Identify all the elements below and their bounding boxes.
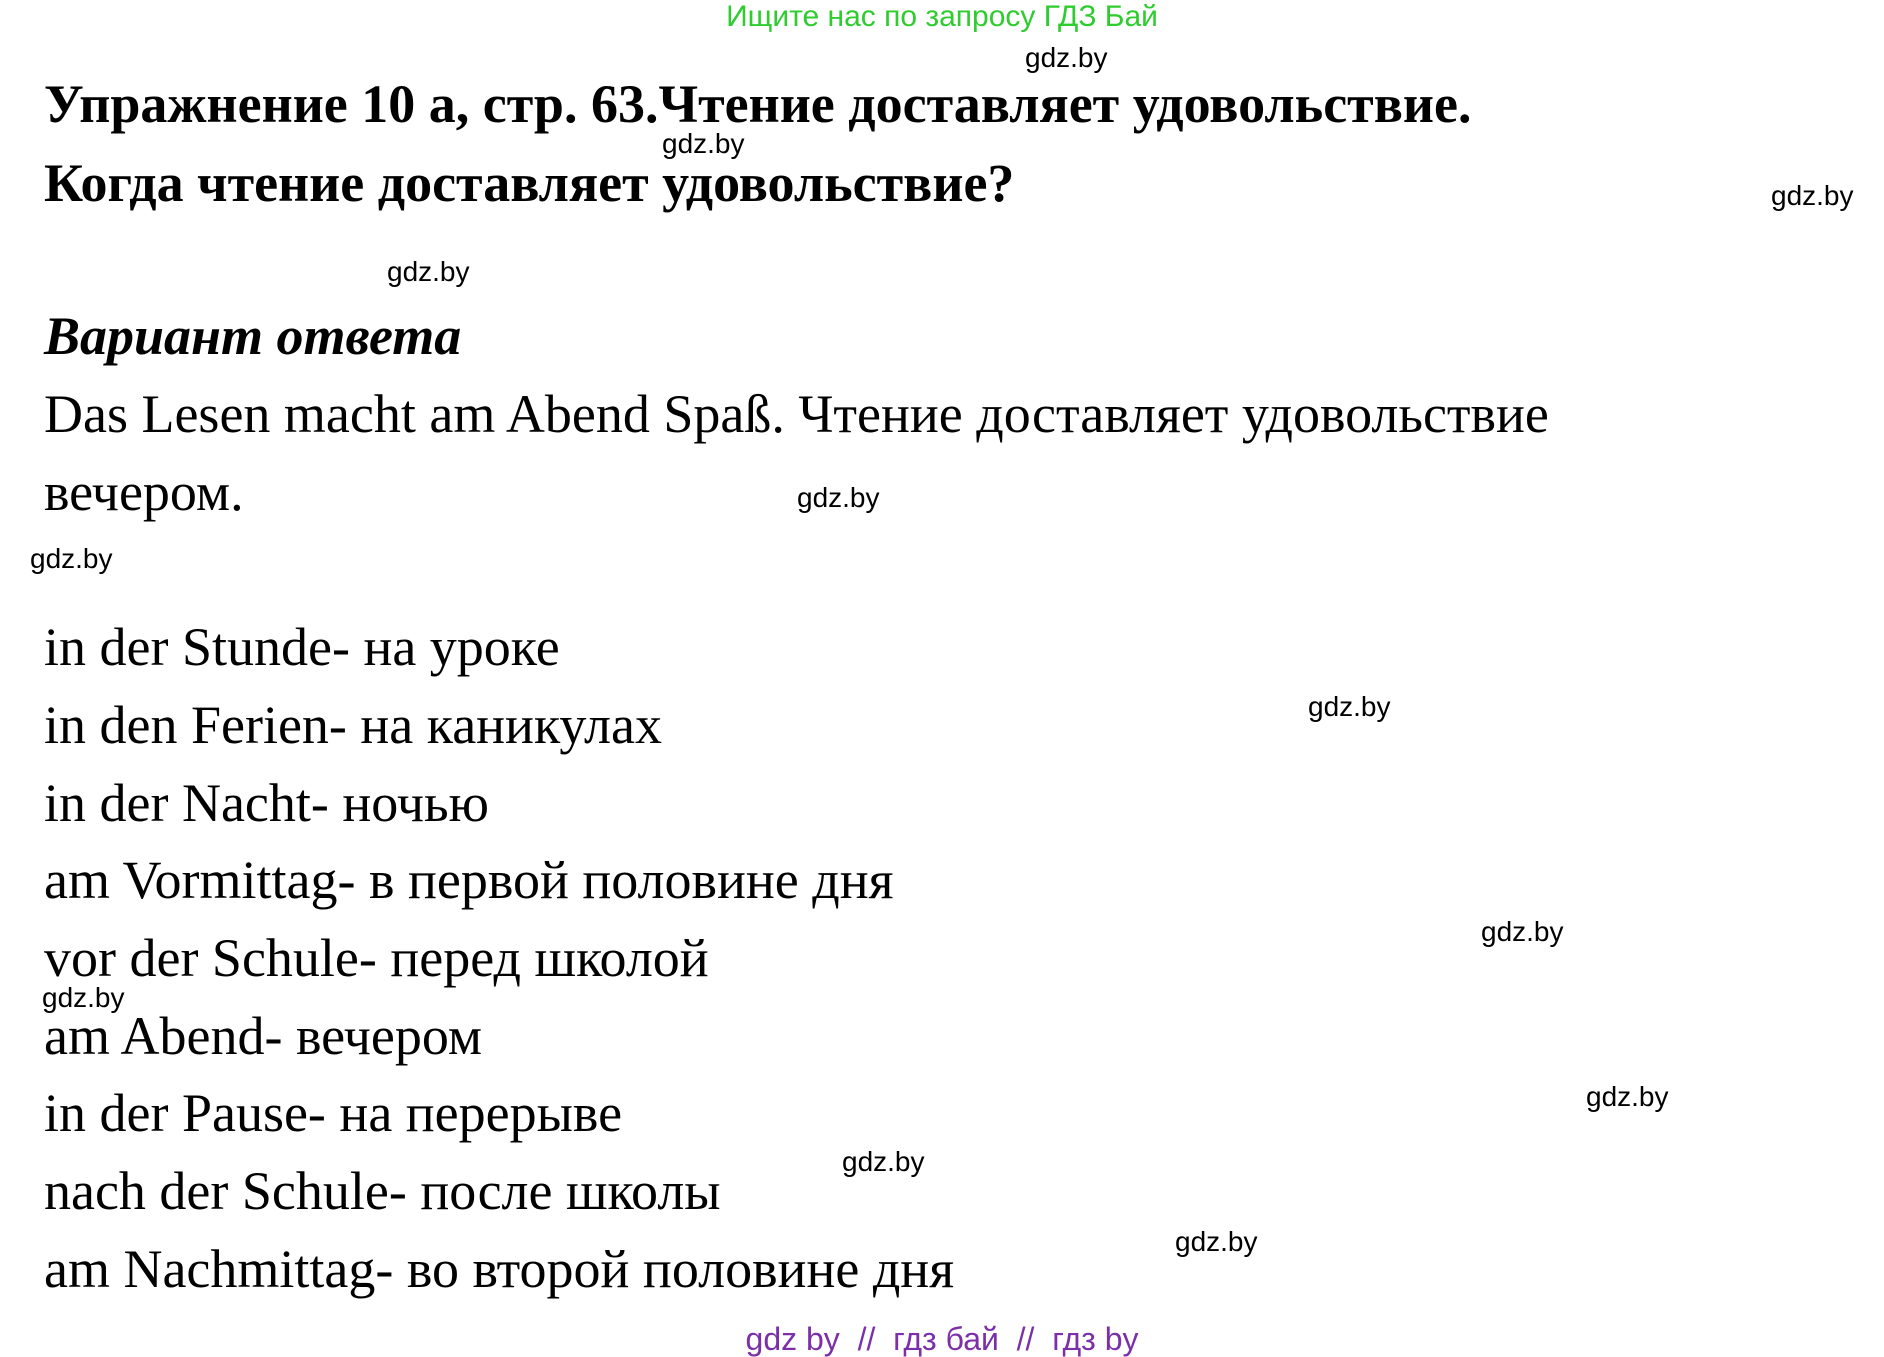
phrase-item: in der Nacht- ночью <box>44 773 489 833</box>
phrase-item: nach der Schule- после школы <box>44 1161 721 1221</box>
exercise-question: Когда чтение доставляет удовольствие? <box>44 153 1015 213</box>
search-banner: Ищите нас по запросу ГДЗ Бай <box>726 0 1158 33</box>
phrase-item: am Nachmittag- во второй половине дня <box>44 1239 955 1299</box>
answer-sentence: Das Lesen macht am Abend Spaß. Чтение доставляет удовольствие <box>44 384 1549 444</box>
watermark: gdz.by <box>662 128 745 159</box>
watermark: gdz.by <box>1025 42 1108 73</box>
watermark: gdz.by <box>1771 180 1854 211</box>
watermark: gdz.by <box>387 256 470 287</box>
exercise-title: Упражнение 10 а, стр. 63.Чтение доставляет удовольствие. <box>44 74 1472 134</box>
phrase-item: in der Pause- на перерыве <box>44 1083 623 1143</box>
phrase-item: am Abend- вечером <box>44 1006 483 1066</box>
watermark: gdz.by <box>797 482 880 513</box>
watermark: gdz.by <box>1586 1081 1669 1112</box>
footer-links: gdz by // гдз бай // гдз by <box>745 1321 1139 1357</box>
phrase-item: in den Ferien- на каникулах <box>44 695 662 755</box>
answer-label: Вариант ответа <box>44 306 462 366</box>
watermark: gdz.by <box>842 1146 925 1177</box>
phrase-item: vor der Schule- перед школой <box>44 928 709 988</box>
phrase-item: am Vormittag- в первой половине дня <box>44 850 894 910</box>
answer-sentence-continued: вечером. <box>44 462 244 522</box>
watermark: gdz.by <box>1175 1226 1258 1257</box>
phrase-item: in der Stunde- на уроке <box>44 617 560 677</box>
watermark: gdz.by <box>1481 916 1564 947</box>
watermark: gdz.by <box>42 982 125 1013</box>
watermark: gdz.by <box>30 543 113 574</box>
watermark: gdz.by <box>1308 691 1391 722</box>
